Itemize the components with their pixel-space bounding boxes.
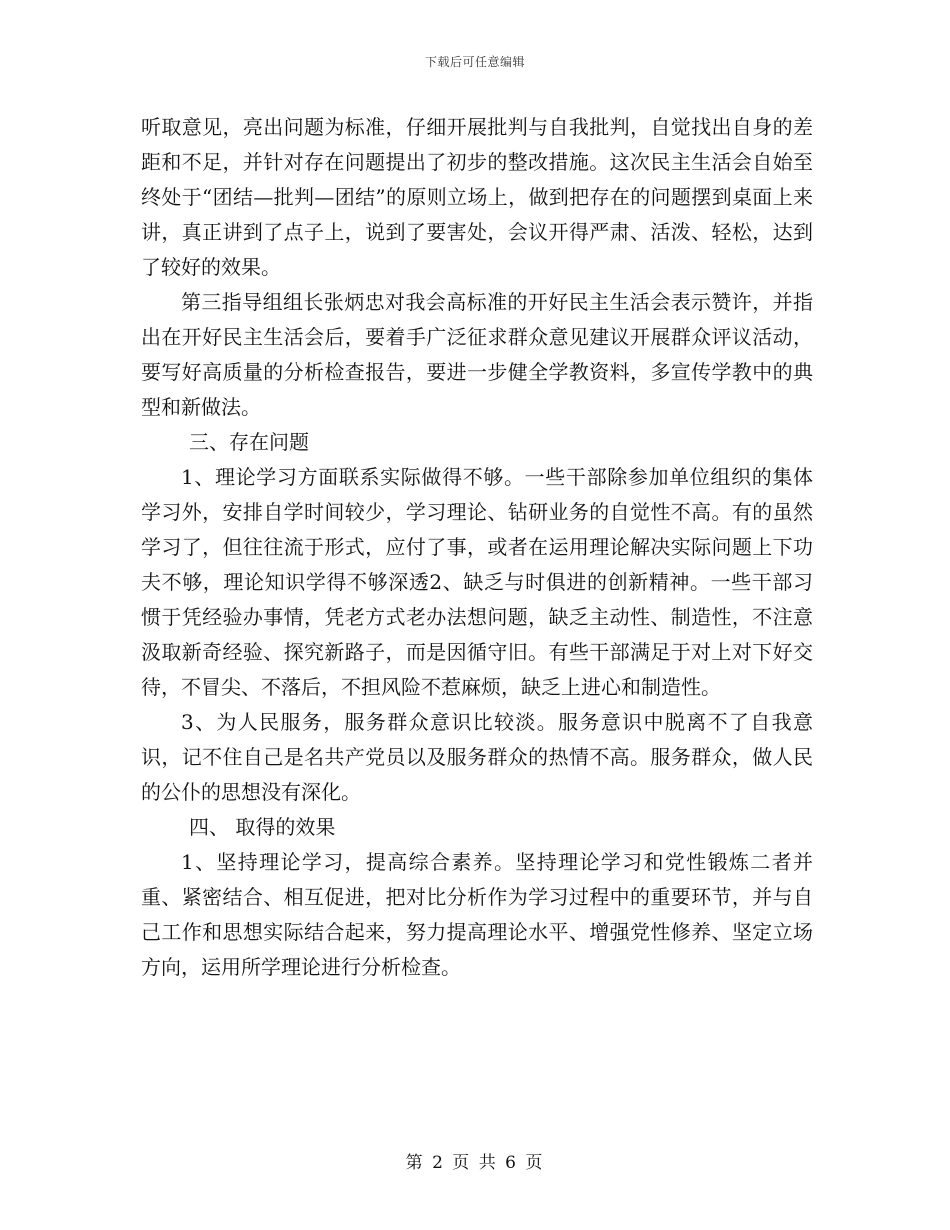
paragraph-problem-1: 1、理论学习方面联系实际做得不够。一些干部除参加单位组织的集体学习外，安排自学时间较少，学习理论、钻研业务的自觉性不高。有的虽然学习了，但往往流于形式，应付了事，或者在运用理论解决实际问题上下功夫不够，理论知识学得不够深透2、缺乏与时俱进的创新精神。一些干部习惯于凭经验办事情，凭老方式老办法想问题，缺乏主动性、制造性，不注意汲取新奇经验、探究新路子，而是因循守旧。有些干部满足于对上对下好交待，不冒尖、不落后，不担风险不惹麻烦，缺乏上进心和制造性。 (141, 465, 813, 699)
document-body (141, 110, 813, 985)
page-header: 下载后可任意编辑 (424, 55, 525, 69)
page-number-footer: 第 2 页 共 6 页 (405, 1153, 545, 1173)
section-heading-results: 四、 取得的效果 (189, 815, 336, 839)
section-heading-problems: 三、存在问题 (189, 430, 309, 454)
paragraph-guidance-group: 第三指导组组长张炳忠对我会高标准的开好民主生活会表示赞许，并指出在开好民主生活会后，要着手广泛征求群众意见建议开展群众评议活动，要写好高质量的分析检查报告，要进一步健全学教资料，多宣传学教中的典型和新做法。 (141, 290, 813, 419)
paragraph-result-1: 1、坚持理论学习，提高综合素养。坚持理论学习和党性锻炼二者并重、紧密结合、相互促进，把对比分析作为学习过程中的重要环节，并与自己工作和思想实际结合起来，努力提高理论水平、增强党性修养、坚定立场方向，运用所学理论进行分析检查。 (141, 850, 813, 979)
paragraph-continuation: 听取意见，亮出问题为标准，仔细开展批判与自我批判，自觉找出自身的差距和不足，并针对存在问题提出了初步的整改措施。这次民主生活会自始至终处于“团结—批判—团结”的原则立场上，做到把存在的问题摆到桌面上来讲，真正讲到了点子上，说到了要害处，会议开得严肃、活泼、轻松，达到了较好的效果。 (141, 115, 813, 279)
paragraph-problem-3: 3、为人民服务，服务群众意识比较淡。服务意识中脱离不了自我意识，记不住自己是名共产党员以及服务群众的热情不高。服务群众，做人民的公仆的思想没有深化。 (141, 710, 813, 804)
